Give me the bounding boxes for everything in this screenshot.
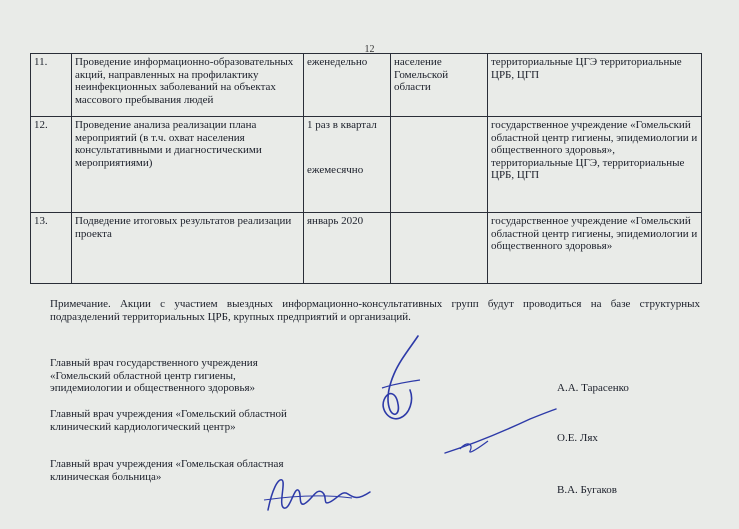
row-number: 11. (31, 54, 72, 117)
signature-2 (440, 405, 560, 460)
signatory-name: А.А. Тарасенко (557, 382, 629, 394)
target-cell (391, 213, 488, 284)
table-row (31, 117, 702, 213)
target-cell (391, 117, 488, 213)
activity-cell: Проведение информационно-образовательных акций, направленных на профилактику неинфекционных заболеваний на объектах массового пребывания людей (72, 54, 304, 117)
activity-cell: Проведение анализа реализации плана мероприятий (в т.ч. охват населения консультативными и диагностическими мероприятиями) (72, 117, 304, 213)
signatory-name: О.Е. Лях (557, 432, 598, 444)
activity-cell: Подведение итоговых результатов реализации проекта (72, 213, 304, 284)
signature-1 (370, 330, 440, 430)
page-number: 12 (364, 44, 375, 55)
signatory-title: Главный врач учреждения «Гомельский областной клинический кардиологический центр» (50, 408, 287, 433)
frequency-cell: еженедельно (304, 54, 391, 117)
frequency-cell: январь 2020 (304, 213, 391, 284)
table-row (31, 213, 702, 284)
signatory-title: Главный врач государственного учреждения «Гомельский областной центр гигиены, эпидемиологии и общественного здоровья» (50, 357, 258, 394)
frequency-secondary: ежемесячно (307, 163, 364, 176)
note-paragraph: Примечание. Акции с участием выездных информационно-консультативных групп будут проводиться на базе структурных подразделений территориальных ЦРБ, крупных предприятий и организаций. (50, 298, 700, 323)
table-row (31, 54, 702, 117)
responsible-cell: территориальные ЦГЭ территориальные ЦРБ, ЦГП (488, 54, 702, 117)
activities-table (30, 53, 702, 284)
frequency-primary: 1 раз в квартал (307, 119, 377, 131)
frequency-cell (304, 117, 391, 213)
row-number: 13. (31, 213, 72, 284)
signature-3 (262, 470, 377, 518)
responsible-cell: государственное учреждение «Гомельский областной центр гигиены, эпидемиологии и общественного здоровья» (488, 213, 702, 284)
signatory-title: Главный врач учреждения «Гомельская областная клиническая больница» (50, 458, 284, 483)
target-cell: население Гомельской области (391, 54, 488, 117)
row-number: 12. (31, 117, 72, 213)
signatory-name: В.А. Бугаков (557, 484, 617, 496)
responsible-cell: государственное учреждение «Гомельский областной центр гигиены, эпидемиологии и общественного здоровья», территориальные ЦГЭ, территориальные ЦРБ, ЦГП (488, 117, 702, 213)
